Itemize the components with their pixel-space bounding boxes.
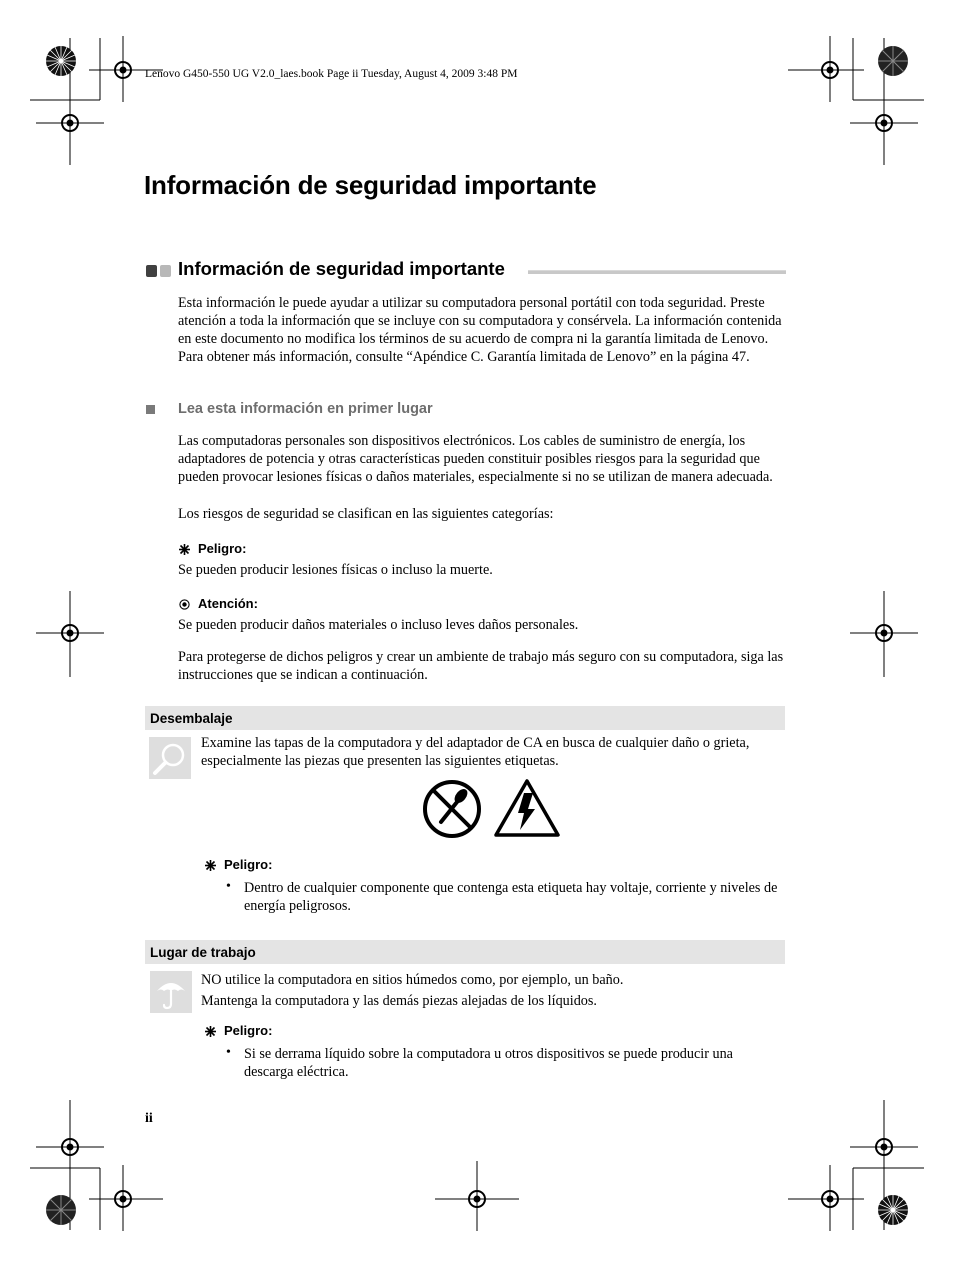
star-target-icon: [876, 1193, 910, 1227]
danger-label: Peligro:: [224, 1023, 273, 1038]
section-intro: Esta información le puede ayudar a utilizar su computadora personal portátil con toda seguridad. Preste atención a toda la información que se incluye con su computadora y consérvela. La información contenida en este documento no modifica los términos de su acuerdo de compra ni la garantía limitada de Lenovo. Para obtener más información, consulte “Apéndice C. Garantía limitada de Lenovo” en la página 47.: [178, 295, 782, 365]
umbrella-icon: [150, 971, 192, 1013]
danger-text: Se pueden producir lesiones físicas o incluso la muerte.: [178, 562, 493, 578]
workplace-line1: NO utilice la computadora en sitios húmedos como, por ejemplo, un baño.: [201, 972, 624, 988]
unpacking-bar-title: Desembalaje: [150, 711, 233, 726]
registration-target-icon: [111, 58, 135, 82]
registration-target-icon: [818, 58, 842, 82]
section-rule: [528, 270, 786, 274]
magnifier-icon: [149, 737, 191, 779]
subsection-bullet-icon: [146, 405, 155, 414]
danger-icon: [179, 544, 190, 555]
subsection-paragraph: Para protegerse de dichos peligros y crear un ambiente de trabajo más seguro con su computadora, siga las instrucciones que se indican a continuación.: [178, 649, 784, 683]
caution-icon: [179, 599, 190, 610]
registration-target-icon: [465, 1187, 489, 1211]
registration-target-icon: [58, 111, 82, 135]
subsection-title: Lea esta información en primer lugar: [178, 401, 433, 417]
section-title: Información de seguridad importante: [178, 258, 505, 279]
unpacking-text: Examine las tapas de la computadora y del adaptador de CA en busca de cualquier daño o grieta, especialmente las piezas que presenten las siguientes etiquetas.: [201, 735, 750, 769]
caution-label: Atención:: [198, 596, 258, 611]
page-title: Información de seguridad importante: [144, 170, 597, 200]
bullet-dot: •: [226, 879, 231, 894]
danger-label: Peligro:: [224, 857, 273, 872]
danger-label: Peligro:: [198, 541, 247, 556]
registration-target-icon: [872, 111, 896, 135]
danger-icon: [205, 1026, 216, 1037]
registration-target-icon: [872, 1135, 896, 1159]
unpacking-bar: [145, 706, 785, 730]
unpacking-bullet: Dentro de cualquier componente que contenga esta etiqueta hay voltaje, corriente y niveles de energía peligrosos.: [244, 880, 778, 914]
registration-target-icon: [872, 621, 896, 645]
registration-target-icon: [58, 1135, 82, 1159]
caution-text: Se pueden producir daños materiales o incluso leves daños personales.: [178, 617, 579, 633]
star-target-icon: [44, 1193, 78, 1227]
page-number: ii: [145, 1111, 153, 1126]
section-marker-light: [160, 265, 171, 277]
subsection-paragraph: Las computadoras personales son dispositivos electrónicos. Los cables de suministro de energía, los adaptadores de potencia y otras características pueden constituir posibles riesgos para la seguridad que pueden provocar lesiones físicas o daños materiales, especialmente si no se utilizan de manera adecuada.: [178, 433, 773, 485]
running-header: Lenovo G450-550 UG V2.0_laes.book Page ii Tuesday, August 4, 2009 3:48 PM: [145, 68, 518, 80]
danger-icon: [205, 860, 216, 871]
section-marker-dark: [146, 265, 157, 277]
registration-target-icon: [465, 28, 489, 52]
high-voltage-warning-icon: [494, 779, 560, 837]
workplace-bar-title: Lugar de trabajo: [150, 945, 256, 960]
no-screwdriver-icon: [421, 780, 483, 838]
registration-target-icon: [818, 1187, 842, 1211]
bullet-dot: •: [226, 1045, 231, 1060]
star-target-icon: [876, 44, 910, 78]
subsection-paragraph: Los riesgos de seguridad se clasifican en las siguientes categorías:: [178, 506, 554, 522]
workplace-line2: Mantenga la computadora y las demás piezas alejadas de los líquidos.: [201, 993, 597, 1009]
star-target-icon: [44, 44, 78, 78]
registration-target-icon: [58, 621, 82, 645]
workplace-bullet: Si se derrama líquido sobre la computadora u otros dispositivos se puede producir una descarga eléctrica.: [244, 1046, 733, 1080]
registration-target-icon: [111, 1187, 135, 1211]
workplace-bar: [145, 940, 785, 964]
